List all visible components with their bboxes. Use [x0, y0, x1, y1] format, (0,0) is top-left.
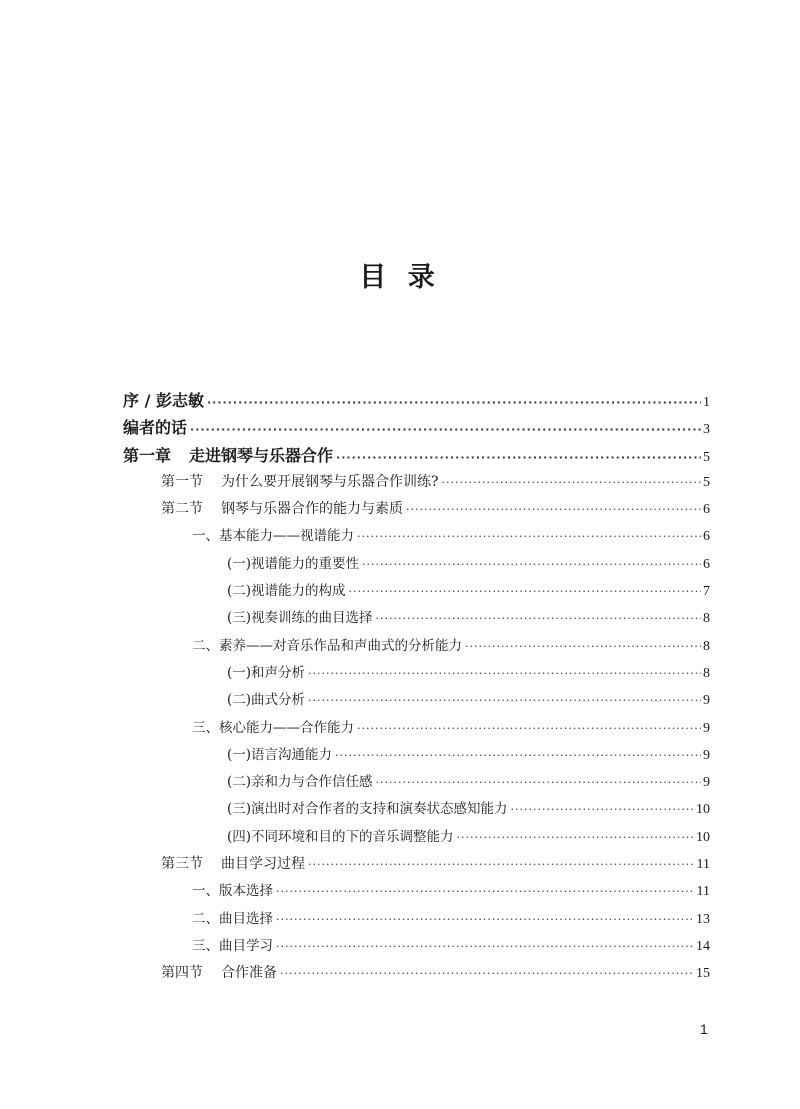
toc-entry-page: 8 [703, 638, 710, 654]
toc-entry-text: 走进钢琴与乐器合作 [189, 445, 334, 465]
toc-entry-text: 钢琴与乐器合作的能力与素质 [221, 501, 403, 518]
dot-leader [406, 496, 701, 523]
toc-entry-label [227, 605, 373, 632]
toc-entry [123, 633, 710, 660]
toc-entry-text: (二)亲和力与合作信任感 [227, 774, 373, 791]
dot-leader [357, 715, 701, 742]
toc-entry [123, 578, 710, 605]
toc-entry-label [192, 715, 354, 742]
toc-entry [123, 496, 710, 523]
toc-entry [123, 387, 710, 414]
toc-entry-label [192, 933, 273, 960]
toc-entry-page: 8 [703, 611, 710, 627]
toc-entry-text: 一、基本能力——视谱能力 [192, 528, 354, 545]
toc-entry-text: 曲目学习过程 [221, 856, 305, 873]
toc-entry-page: 1 [703, 395, 710, 410]
toc-entry-page: 3 [703, 422, 710, 438]
toc-entry-label [227, 769, 373, 796]
toc-entry-page: 6 [703, 502, 710, 518]
toc-entry-text: (一)和声分析 [227, 664, 306, 681]
toc-entry [123, 414, 710, 441]
toc-entry-page: 9 [703, 747, 710, 763]
toc-entry [123, 523, 710, 550]
toc-entry [123, 906, 710, 933]
dot-leader [376, 769, 701, 796]
toc-entry-page: 6 [703, 529, 710, 545]
toc-entry-label [227, 551, 359, 578]
toc-entry-text: 三、曲目学习 [192, 937, 273, 954]
toc-entry [123, 551, 710, 578]
toc-entry-label [123, 387, 204, 414]
dot-leader [207, 389, 701, 416]
toc-entry [123, 715, 710, 742]
toc-entry-text: (一)语言沟通能力 [227, 746, 333, 763]
dot-leader [357, 523, 701, 550]
toc-entry-text: 二、素养——对音乐作品和声曲式的分析能力 [192, 637, 462, 654]
dot-leader [308, 687, 701, 714]
toc-entry [123, 769, 710, 796]
toc-entry [123, 605, 710, 632]
toc-entry-text: 三、核心能力——合作能力 [192, 719, 354, 736]
toc-entry-label [161, 496, 403, 523]
dot-leader [280, 960, 694, 987]
toc-entry-page: 8 [703, 665, 710, 681]
dot-leader [335, 742, 701, 769]
toc-entry-label [227, 578, 346, 605]
toc-entry-text: (四)不同环境和目的下的音乐调整能力 [227, 828, 454, 845]
toc-entry-label [161, 960, 277, 987]
toc-entry-page: 5 [703, 449, 710, 465]
toc-entry-text: 一、版本选择 [192, 883, 273, 900]
toc-entry [123, 878, 710, 905]
toc-entry-text: 编者的话 [123, 418, 188, 438]
table-of-contents [123, 387, 710, 988]
toc-entry-page: 11 [696, 884, 710, 900]
toc-entry [123, 660, 710, 687]
toc-entry [123, 469, 710, 496]
toc-entry-label [227, 660, 305, 687]
toc-entry-page: 15 [696, 966, 710, 982]
dot-leader [276, 878, 695, 905]
toc-entry-page: 6 [703, 556, 710, 572]
toc-entry-page: 14 [696, 938, 710, 954]
toc-entry-text: 序 / 彭志敏 [123, 391, 204, 410]
dot-leader [276, 906, 694, 933]
toc-entry-label [161, 469, 439, 496]
toc-entry-label [192, 523, 354, 550]
page-number: 1 [700, 1021, 708, 1037]
toc-entry-page: 9 [703, 693, 710, 709]
dot-leader [349, 578, 701, 605]
toc-entry-page: 10 [696, 829, 710, 845]
dot-leader [276, 933, 694, 960]
dot-leader [457, 824, 694, 851]
toc-entry-prefix: 第三节 [161, 856, 203, 873]
toc-entry-page: 9 [703, 775, 710, 791]
dot-leader [308, 660, 701, 687]
toc-entry-prefix: 第四节 [161, 965, 203, 982]
dot-leader [190, 416, 701, 443]
dot-leader [376, 605, 701, 632]
toc-entry-label [192, 906, 273, 933]
toc-entry-prefix: 第一章 [123, 445, 172, 465]
toc-entry-label [123, 414, 187, 441]
toc-entry-label [192, 878, 273, 905]
toc-entry [123, 851, 710, 878]
page-title: 目 录 [359, 262, 441, 293]
toc-entry [123, 933, 710, 960]
toc-entry-prefix: 第二节 [161, 501, 203, 518]
toc-entry-label [227, 742, 332, 769]
toc-entry-label [227, 687, 305, 714]
toc-entry-text: (三)视奏训练的曲目选择 [227, 610, 373, 627]
toc-entry [123, 796, 710, 823]
dot-leader [511, 796, 694, 823]
toc-entry [123, 824, 710, 851]
dot-leader [308, 851, 695, 878]
toc-entry-text: (二)曲式分析 [227, 692, 306, 709]
dot-leader [362, 551, 701, 578]
toc-entry-text: (一)视谱能力的重要性 [227, 555, 360, 572]
toc-entry-label [227, 824, 454, 851]
toc-entry-label [123, 442, 333, 469]
toc-entry [123, 742, 710, 769]
dot-leader [442, 469, 701, 496]
toc-entry-text: 合作准备 [221, 965, 277, 982]
toc-entry-prefix: 第一节 [161, 473, 203, 490]
toc-entry-page: 13 [696, 911, 710, 927]
toc-entry-page: 10 [696, 802, 710, 818]
toc-entry-label [192, 633, 462, 660]
toc-entry-page: 9 [703, 720, 710, 736]
dot-leader [336, 444, 701, 471]
toc-entry-label [161, 851, 305, 878]
toc-entry-text: (三)演出时对合作者的支持和演奏状态感知能力 [227, 801, 508, 818]
toc-entry [123, 960, 710, 987]
toc-entry-text: 二、曲目选择 [192, 910, 273, 927]
toc-entry-text: (二)视谱能力的构成 [227, 583, 346, 600]
toc-entry-text: 为什么要开展钢琴与乐器合作训练? [221, 473, 439, 490]
toc-entry-page: 11 [696, 857, 710, 873]
toc-entry-page: 7 [703, 584, 710, 600]
toc-entry-label [227, 796, 508, 823]
dot-leader [465, 633, 701, 660]
toc-entry [123, 442, 710, 469]
toc-entry [123, 687, 710, 714]
toc-entry-page: 5 [703, 474, 710, 490]
